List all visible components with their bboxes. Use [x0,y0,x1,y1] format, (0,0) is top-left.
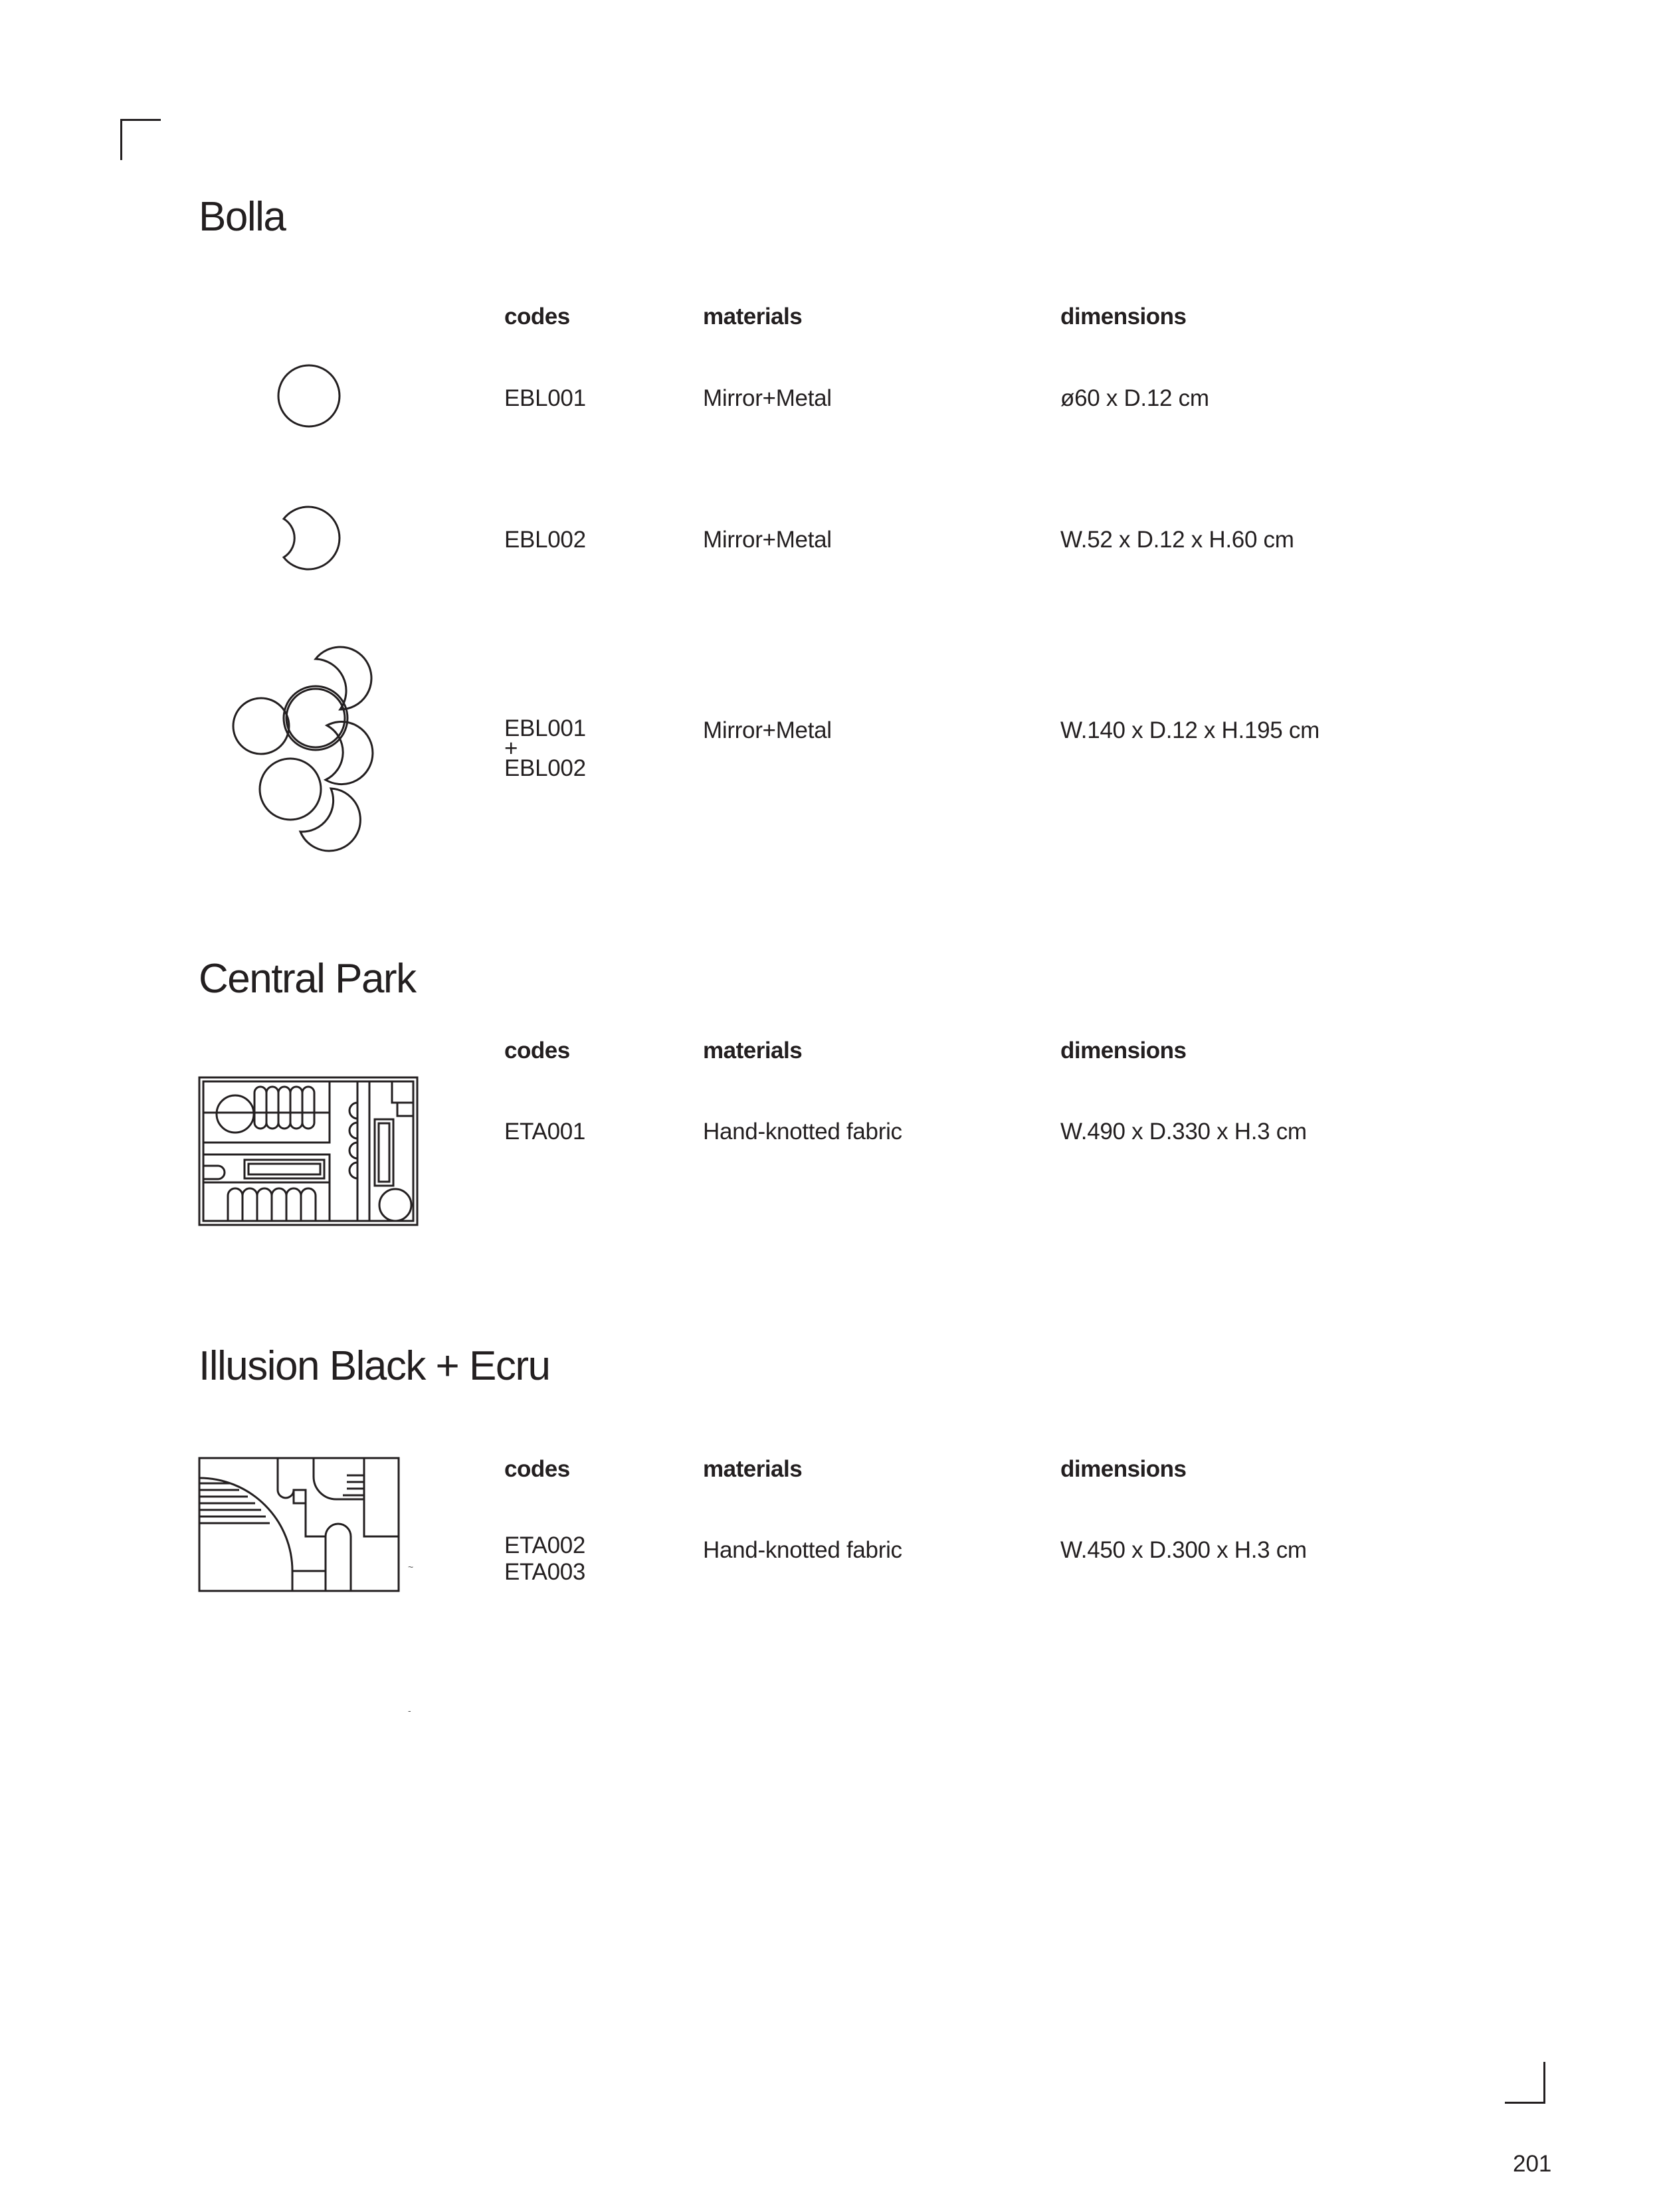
illusion-rug-drawing [198,1457,401,1594]
mirror-composition-drawing [233,644,385,857]
materials-header: materials [703,304,803,329]
code-cell: EBL001 [504,385,586,411]
code-line: ETA003 [504,1559,586,1585]
code-cell [504,1532,585,1586]
codes-header: codes [504,304,570,329]
code-line: ETA002 [504,1532,586,1558]
material-cell: Mirror+Metal [703,527,832,553]
dimensions-cell: ø60 x D.12 cm [1060,385,1209,411]
code-line: + [504,735,518,761]
code-cell [504,715,586,781]
stray-mark: ~ [408,1562,414,1572]
stray-mark: - [408,1705,411,1716]
round-mirror-drawing [272,362,345,435]
crop-mark-top-left [120,119,161,160]
code-cell: ETA001 [504,1119,586,1145]
dimensions-cell: W.52 x D.12 x H.60 cm [1060,527,1294,553]
dimensions-header: dimensions [1060,1456,1187,1482]
dimensions-cell: W.490 x D.330 x H.3 cm [1060,1119,1307,1145]
section-title: Illusion Black + Ecru [199,1343,550,1389]
section-title: Bolla [199,194,286,240]
material-cell: Mirror+Metal [703,717,832,743]
materials-header: materials [703,1038,803,1063]
central-park-rug-drawing [198,1076,419,1226]
codes-header: codes [504,1038,570,1063]
dimensions-cell: W.450 x D.300 x H.3 cm [1060,1537,1307,1563]
crescent-mirror-drawing [272,502,345,575]
dimensions-header: dimensions [1060,1038,1187,1063]
material-cell: Mirror+Metal [703,385,832,411]
code-line: EBL002 [504,755,586,781]
material-cell: Hand-knotted fabric [703,1537,902,1563]
dimensions-cell: W.140 x D.12 x H.195 cm [1060,717,1319,743]
material-cell: Hand-knotted fabric [703,1119,902,1145]
codes-header: codes [504,1456,570,1482]
materials-header: materials [703,1456,803,1482]
crop-mark-bottom-right [1505,2062,1545,2104]
section-title: Central Park [199,956,416,1002]
page-number: 201 [1513,2151,1552,2177]
code-line: EBL001 [504,715,586,741]
code-cell: EBL002 [504,527,586,553]
dimensions-header: dimensions [1060,304,1187,329]
